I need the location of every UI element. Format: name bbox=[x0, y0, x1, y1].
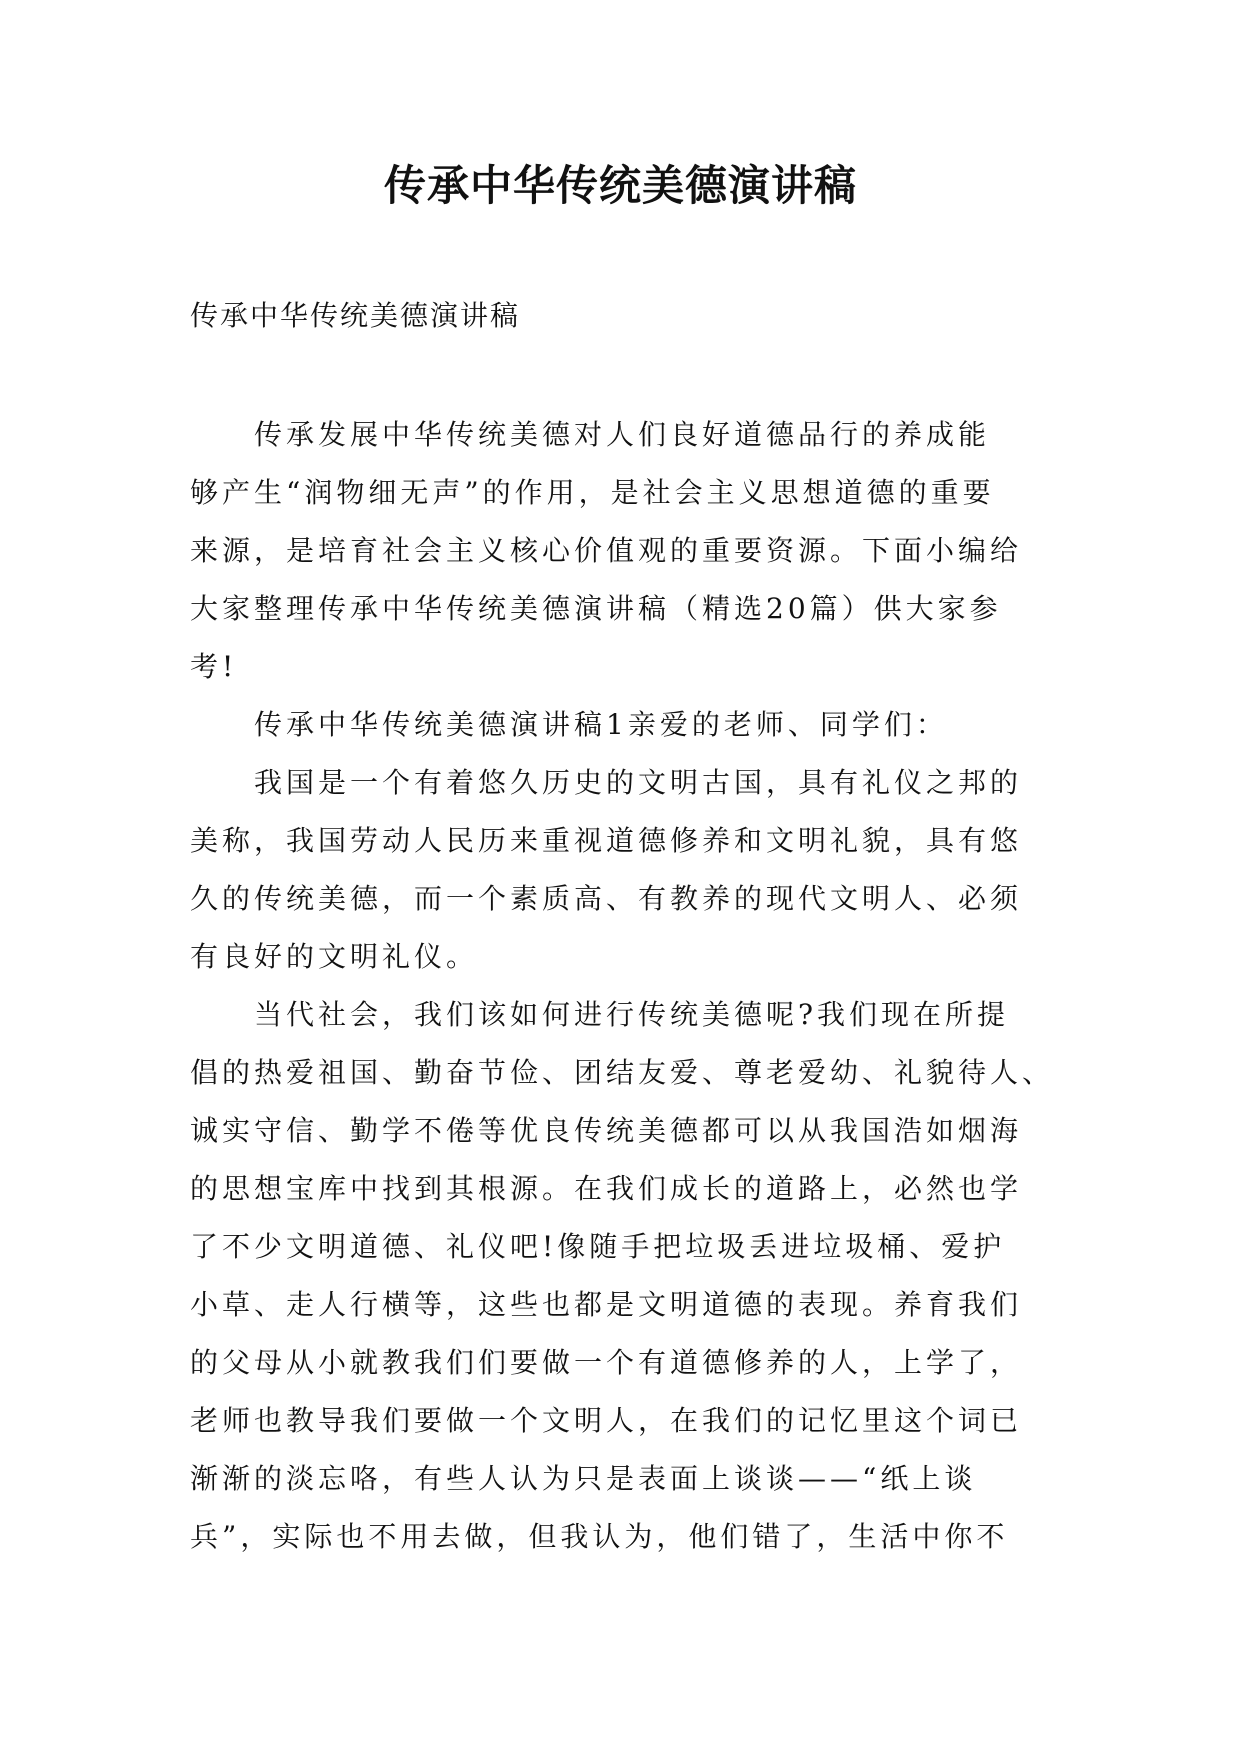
text-line: 小草、走人行横等，这些也都是文明道德的表现。养育我们 bbox=[190, 1288, 1023, 1321]
text-line: 传承发展中华传统美德对人们良好道德品行的养成能 bbox=[254, 418, 991, 451]
text-line: 来源，是培育社会主义核心价值观的重要资源。下面小编给 bbox=[190, 534, 1023, 567]
text-line: 大家整理传承中华传统美德演讲稿（精选20篇）供大家参 bbox=[190, 592, 1002, 625]
document-body bbox=[190, 406, 1055, 1566]
paragraph-history bbox=[190, 754, 1050, 986]
text-line: 考! bbox=[190, 650, 238, 683]
text-line: 够产生“润物细无声”的作用，是社会主义思想道德的重要 bbox=[190, 476, 995, 509]
document-title: 传承中华传统美德演讲稿 bbox=[383, 161, 857, 210]
text-line: 当代社会，我们该如何进行传统美德呢?我们现在所提 bbox=[254, 998, 1010, 1031]
text-line: 渐渐的淡忘咯，有些人认为只是表面上谈谈——“纸上谈 bbox=[190, 1462, 977, 1495]
paragraph-modern-society bbox=[190, 986, 1055, 1566]
text-line: 的思想宝库中找到其根源。在我们成长的道路上，必然也学 bbox=[190, 1172, 1023, 1205]
text-line: 倡的热爱祖国、勤奋节俭、团结友爱、尊老爱幼、礼貌待人、 bbox=[190, 1056, 1055, 1089]
text-line: 兵”，实际也不用去做，但我认为，他们错了，生活中你不 bbox=[190, 1520, 1009, 1553]
text-line: 老师也教导我们要做一个文明人，在我们的记忆里这个词已 bbox=[190, 1404, 1023, 1437]
paragraph-greeting bbox=[190, 696, 1050, 754]
text-line: 美称，我国劳动人民历来重视道德修养和文明礼貌，具有悠 bbox=[190, 824, 1023, 857]
document-subtitle: 传承中华传统美德演讲稿 bbox=[190, 299, 521, 332]
text-line: 久的传统美德，而一个素质高、有教养的现代文明人、必须 bbox=[190, 882, 1023, 915]
text-line: 的父母从小就教我们们要做一个有道德修养的人，上学了， bbox=[190, 1346, 1023, 1379]
text-line: 有良好的文明礼仪。 bbox=[190, 940, 479, 973]
text-line: 传承中华传统美德演讲稿1亲爱的老师、同学们： bbox=[254, 708, 948, 741]
text-line: 了不少文明道德、礼仪吧!像随手把垃圾丢进垃圾桶、爱护 bbox=[190, 1230, 1006, 1263]
text-line: 诚实守信、勤学不倦等优良传统美德都可以从我国浩如烟海 bbox=[190, 1114, 1023, 1147]
text-line: 我国是一个有着悠久历史的文明古国，具有礼仪之邦的 bbox=[254, 766, 1023, 799]
paragraph-intro bbox=[190, 406, 1050, 696]
